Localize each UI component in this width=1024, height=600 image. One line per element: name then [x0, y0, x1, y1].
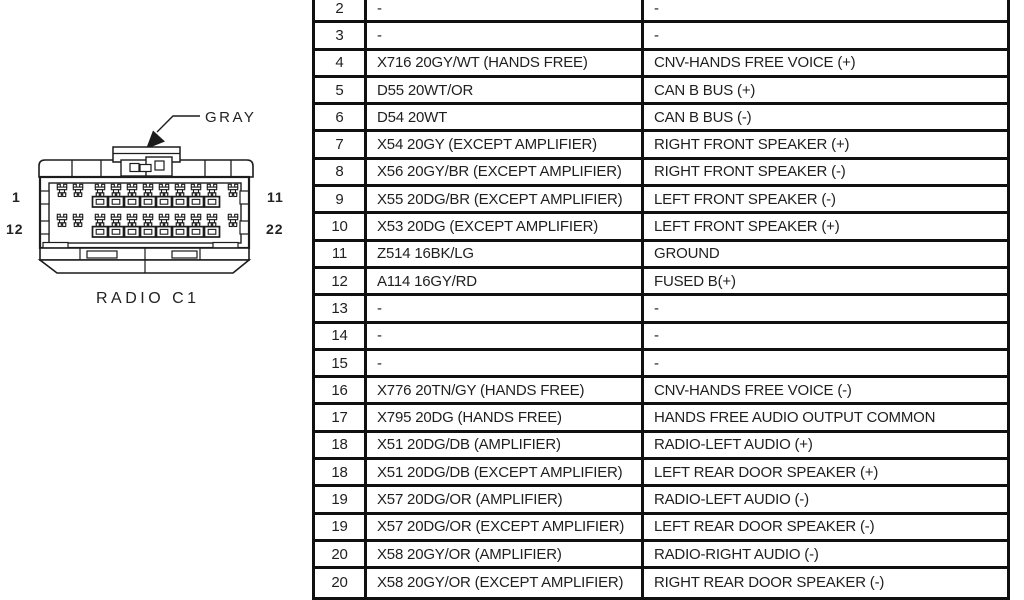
pin-cell: 17: [315, 405, 367, 429]
circuit-cell: LEFT FRONT SPEAKER (-): [654, 190, 836, 208]
pin-cell: 9: [315, 187, 367, 211]
connector-latch: [113, 147, 180, 176]
pin-cell: 3: [315, 23, 367, 47]
table-row: [315, 487, 1007, 514]
pin-cell: 19: [315, 487, 367, 511]
circuit-cell: CAN B BUS (+): [654, 81, 756, 99]
circuit-cell: LEFT REAR DOOR SPEAKER (+): [654, 463, 879, 481]
pin-cell: 10: [315, 214, 367, 238]
table-row: [315, 378, 1007, 405]
table-row: [315, 515, 1007, 542]
pinout-table: [312, 0, 1010, 600]
circuit-cell: FUSED B(+): [654, 272, 736, 290]
pin-cell: 5: [315, 78, 367, 102]
wire-cell: A114 16GY/RD: [367, 269, 644, 293]
table-row: [315, 105, 1007, 132]
pin-cell: 11: [315, 242, 367, 266]
wire-cell: X58 20GY/OR (AMPLIFIER): [367, 542, 644, 566]
circuit-cell: RADIO-RIGHT AUDIO (-): [654, 545, 819, 563]
wire-cell: X55 20DG/BR (EXCEPT AMPLIFIER): [367, 187, 644, 211]
table-row: [315, 460, 1007, 487]
table-row: [315, 214, 1007, 241]
pin-label-1: 1: [12, 189, 21, 205]
pin-cell: 14: [315, 324, 367, 348]
table-row: [315, 296, 1007, 323]
circuit-cell: CNV-HANDS FREE VOICE (-): [654, 381, 852, 399]
wire-cell: D55 20WT/OR: [367, 78, 644, 102]
table-row: [315, 132, 1007, 159]
pin-cell: 15: [315, 351, 367, 375]
table-row: [315, 242, 1007, 269]
wire-cell: X56 20GY/BR (EXCEPT AMPLIFIER): [367, 160, 644, 184]
wire-cell: X716 20GY/WT (HANDS FREE): [367, 51, 644, 75]
wire-cell: X57 20DG/OR (EXCEPT AMPLIFIER): [367, 515, 644, 539]
wire-cell: X58 20GY/OR (EXCEPT AMPLIFIER): [367, 569, 644, 596]
circuit-cell: -: [654, 327, 659, 345]
circuit-cell: RIGHT FRONT SPEAKER (-): [654, 163, 846, 181]
wire-cell: -: [367, 296, 644, 320]
wire-cell: D54 20WT: [367, 105, 644, 129]
pin-cell: 4: [315, 51, 367, 75]
pin-label-22: 22: [266, 221, 284, 237]
table-row: [315, 187, 1007, 214]
leader-line: [157, 116, 200, 132]
table-row: [315, 23, 1007, 50]
connector-caption: RADIO C1: [96, 290, 200, 307]
pin-label-12: 12: [6, 221, 24, 237]
circuit-cell: RIGHT REAR DOOR SPEAKER (-): [654, 574, 885, 592]
wire-cell: -: [367, 324, 644, 348]
table-row: [315, 569, 1007, 596]
wire-cell: Z514 16BK/LG: [367, 242, 644, 266]
circuit-cell: RIGHT FRONT SPEAKER (+): [654, 136, 850, 154]
connector-color-label: GRAY: [205, 109, 257, 126]
gray-color-callout: [146, 109, 256, 149]
table-row: [315, 324, 1007, 351]
pin-cell: 12: [315, 269, 367, 293]
pin-cell: 18: [315, 460, 367, 484]
wire-cell: -: [367, 0, 644, 20]
wire-cell: X776 20TN/GY (HANDS FREE): [367, 378, 644, 402]
pin-cell: 16: [315, 378, 367, 402]
wire-cell: -: [367, 351, 644, 375]
wire-cell: -: [367, 23, 644, 47]
pin-cell: 7: [315, 132, 367, 156]
pin-cell: 13: [315, 296, 367, 320]
pin-label-11: 11: [267, 189, 284, 205]
circuit-cell: RADIO-LEFT AUDIO (-): [654, 490, 809, 508]
circuit-cell: -: [654, 354, 659, 372]
circuit-cell: HANDS FREE AUDIO OUTPUT COMMON: [654, 409, 936, 427]
pin-cell: 20: [315, 569, 367, 596]
pin-cell: 19: [315, 515, 367, 539]
circuit-cell: GROUND: [654, 245, 720, 263]
wire-cell: X795 20DG (HANDS FREE): [367, 405, 644, 429]
circuit-cell: -: [654, 26, 659, 44]
wire-cell: X53 20DG (EXCEPT AMPLIFIER): [367, 214, 644, 238]
pin-cell: 18: [315, 433, 367, 457]
circuit-cell: -: [654, 0, 659, 17]
table-row: [315, 405, 1007, 432]
table-row: [315, 160, 1007, 187]
pinout-table-body: [315, 0, 1007, 597]
circuit-cell: -: [654, 299, 659, 317]
wire-cell: X51 20DG/DB (EXCEPT AMPLIFIER): [367, 460, 644, 484]
circuit-cell: CAN B BUS (-): [654, 108, 752, 126]
arrowhead-icon: [146, 131, 165, 150]
connector-diagram: [0, 0, 310, 330]
table-row: [315, 351, 1007, 378]
wire-cell: X57 20DG/OR (AMPLIFIER): [367, 487, 644, 511]
wire-cell: X54 20GY (EXCEPT AMPLIFIER): [367, 132, 644, 156]
wire-cell: X51 20DG/DB (AMPLIFIER): [367, 433, 644, 457]
circuit-cell: LEFT REAR DOOR SPEAKER (-): [654, 518, 875, 536]
pin-cell: 6: [315, 105, 367, 129]
circuit-cell: LEFT FRONT SPEAKER (+): [654, 218, 840, 236]
pin-cell: 20: [315, 542, 367, 566]
table-row: [315, 542, 1007, 569]
pin-cell: 2: [315, 0, 367, 20]
table-row: [315, 269, 1007, 296]
table-row: [315, 78, 1007, 105]
table-row: [315, 51, 1007, 78]
table-row: [315, 0, 1007, 23]
pin-cell: 8: [315, 160, 367, 184]
circuit-cell: RADIO-LEFT AUDIO (+): [654, 436, 813, 454]
table-row: [315, 433, 1007, 460]
circuit-cell: CNV-HANDS FREE VOICE (+): [654, 54, 856, 72]
